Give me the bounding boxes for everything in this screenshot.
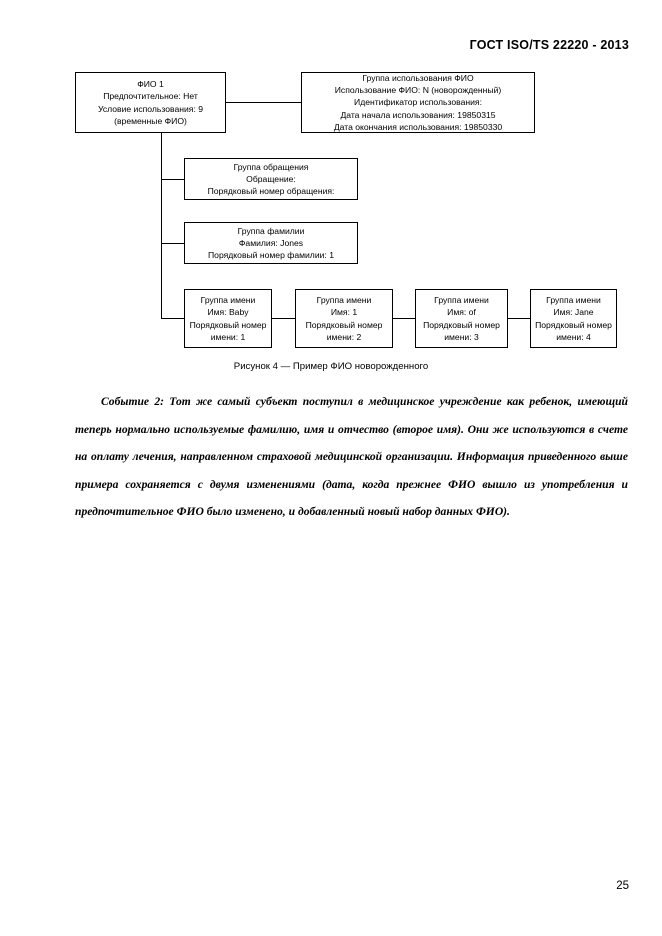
box-usage-line-3: Дата начала использования: 19850315 — [340, 109, 496, 120]
box-name-1-line-0: ФИО 1 — [137, 79, 164, 90]
box-given-4-line-1: Имя: Jane — [553, 307, 594, 318]
connector-given1-to-given2 — [272, 318, 295, 319]
box-given-1-line-3: имени: 1 — [210, 331, 246, 342]
box-given-1-line-0: Группа имени — [200, 295, 256, 306]
box-usage-line-4: Дата окончания использования: 19850330 — [333, 121, 503, 132]
box-given-1-line-2: Порядковый номер — [189, 319, 267, 330]
box-given-name-group-2 — [295, 289, 393, 348]
box-given-3-line-2: Порядковый номер — [423, 319, 500, 330]
connector-given3-to-given4 — [508, 318, 530, 319]
box-name-usage-group — [301, 72, 535, 133]
connector-to-given-group-1 — [161, 318, 184, 319]
box-given-name-group-4 — [530, 289, 617, 348]
box-given-name-group-3 — [415, 289, 508, 348]
box-name-1-line-3: (временные ФИО) — [114, 115, 187, 126]
box-title-group-line-0: Группа обращения — [233, 161, 309, 172]
figure-diagram — [0, 0, 662, 380]
document-header-title: ГОСТ ISO/TS 22220 - 2013 — [469, 38, 629, 52]
box-given-2-line-3: имени: 2 — [326, 331, 362, 342]
box-given-2-line-1: Имя: 1 — [330, 307, 358, 318]
box-given-4-line-0: Группа имени — [546, 295, 601, 306]
box-given-3-line-3: имени: 3 — [444, 331, 479, 342]
box-given-4-line-3: имени: 4 — [556, 331, 591, 342]
box-family-group-line-1: Фамилия: Jones — [238, 237, 304, 248]
connector-given2-to-given3 — [393, 318, 415, 319]
paragraph-text: Тот же самый субъект поступил в медицинское учреждение как ребенок, имеющий теперь нормально используемые фамилию, имя и отчество (второе имя). Они же используются в счете на оплату лечения, направленном страховой медицинской организации. Информация приведенного выше примера сохраняется с двумя изменениями (дата, когда прежнее ФИО вышло из употребления и предпочтительное ФИО было изменено, и добавленный новый набор данных ФИО). — [75, 395, 628, 518]
connector-to-title-group — [161, 179, 184, 180]
box-given-3-line-1: Имя: of — [447, 307, 476, 318]
box-given-4-line-2: Порядковый номер — [535, 319, 612, 330]
connector-to-family-group — [161, 243, 184, 244]
page-number: 25 — [616, 880, 629, 892]
box-usage-line-1: Использование ФИО: N (новорожденный) — [334, 85, 502, 96]
box-title-group-line-2: Порядковый номер обращения: — [207, 186, 335, 197]
figure-caption: Рисунок 4 — Пример ФИО новорожденного — [233, 361, 429, 372]
box-name-1 — [75, 72, 226, 133]
connector-vertical-to-given — [161, 243, 162, 319]
box-given-name-group-1 — [184, 289, 272, 348]
box-given-2-line-2: Порядковый номер — [305, 319, 383, 330]
box-name-1-line-2: Условие использования: 9 — [97, 103, 204, 114]
paragraph-lead: Событие 2: — [101, 395, 164, 408]
box-usage-line-2: Идентификатор использования: — [354, 97, 482, 108]
box-given-3-line-0: Группа имени — [434, 295, 489, 306]
box-family-group-line-2: Порядковый номер фамилии: 1 — [208, 250, 334, 261]
box-family-group-line-0: Группа фамилии — [237, 225, 305, 236]
box-title-group — [184, 158, 358, 200]
connector-name1-to-usage — [226, 102, 301, 103]
body-paragraph — [75, 388, 628, 526]
box-usage-line-0: Группа использования ФИО — [362, 73, 474, 83]
box-title-group-line-1: Обращение: — [246, 173, 296, 184]
box-given-2-line-0: Группа имени — [316, 295, 372, 306]
box-family-name-group — [184, 222, 358, 264]
box-name-1-line-1: Предпочтительное: Нет — [103, 91, 198, 102]
box-given-1-line-1: Имя: Baby — [207, 307, 249, 318]
